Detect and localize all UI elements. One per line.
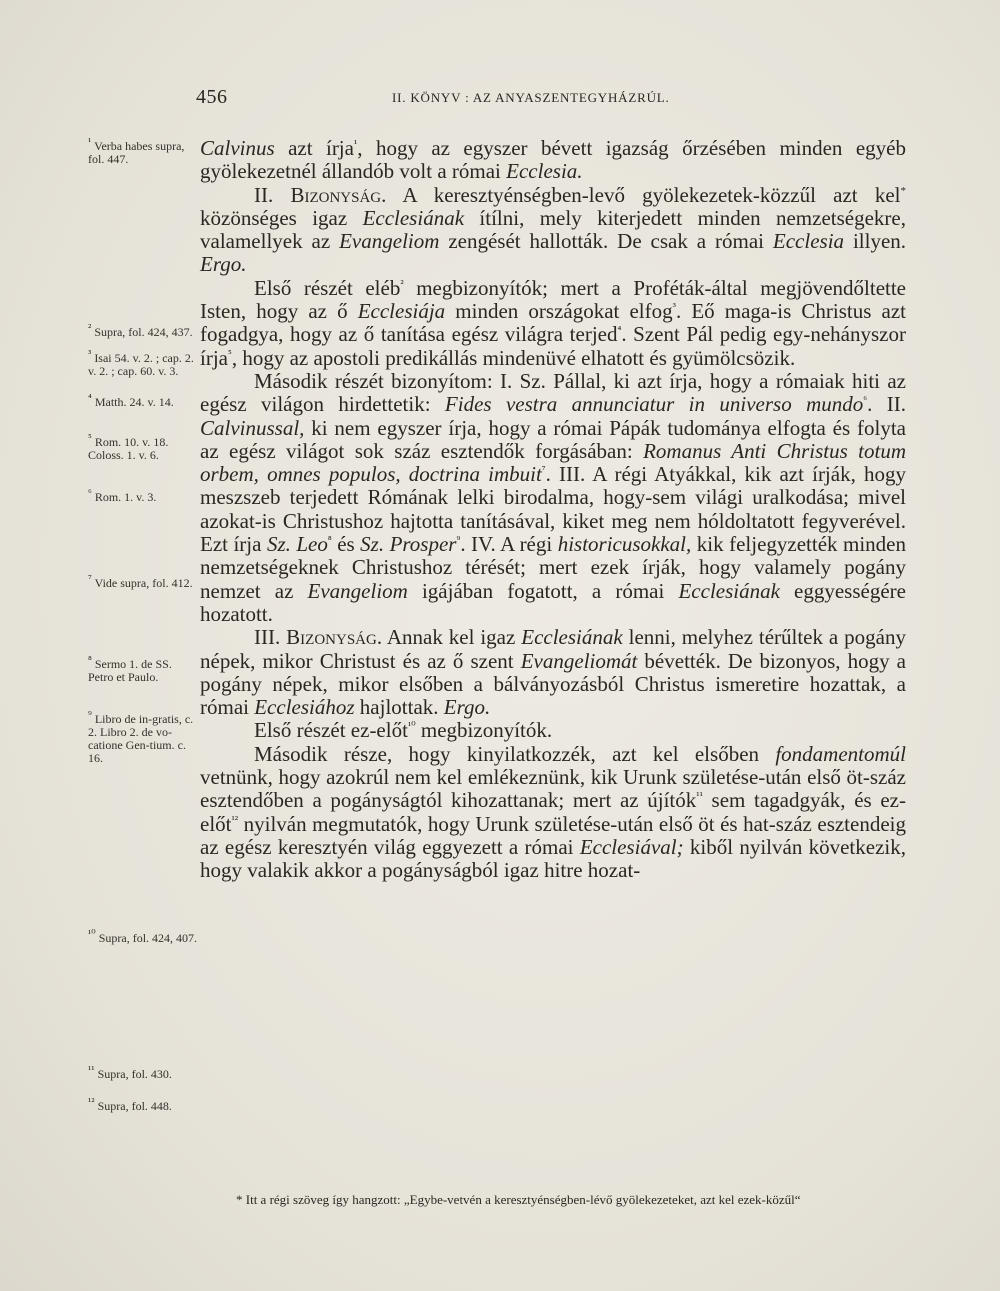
paragraph-3: Első részét eléb$^{^2}$ megbizonyítók; mert a Proféták-által megjövendőltette Isten, hogy az ő Ecclesiája minden országokat elfog$^{^3}$. Eő maga-is Christus azt fogadgya, hogy az ő tanítása egész világra terjed$^{^4}$. Szent Pál pedig egy-nehányszor írja$^{^5}$, hogy az apostoli predikállás mindenüvé elhatott és gyümölcsözik. (200, 275, 906, 370)
margin-note-11: $^{^{11}}$ Supra, fol. 430. (88, 1064, 172, 1081)
margin-note-12: $^{^{12}}$ Supra, fol. 448. (88, 1096, 172, 1113)
margin-note-6: $^{^6}$ Rom. 1. v. 3. (88, 487, 157, 504)
running-head: II. KÖNYV : AZ ANYASZENTEGYHÁZRÚL. (392, 90, 670, 105)
paragraph-2: II. Bizonyság. A keresztyénségben-levő gyölekezetek-közzűl azt kel* közönséges igaz Ecclesiának ítílni, mely kiterjedett minden nemzetségekre, valamellyek az Evangeliom zengését hallották. De csak a római Ecclesia illyen. Ergo. (200, 182, 907, 277)
page-number: 456 (196, 86, 228, 108)
footnote-text: * Itt a régi szöveg így hangzott: „Egybe-vetvén a keresztyénségben-lévő gyölekezeteket, azt kel ezek-közűl“ (236, 1192, 801, 1207)
margin-note-1: $^{^1}$ Verba habes supra, fol. 447. (88, 136, 185, 166)
margin-note-10: $^{^{10}}$ Supra, fol. 424, 407. (88, 928, 198, 945)
body-text (200, 137, 906, 883)
paragraph-4: Második részét bizonyítom: I. Sz. Pállal, ki azt írja, hogy a rómaiak hiti az egész világon hirdettetik: Fides vestra annunciatur in universo mundo$^{^6}$. II. Calvinussal, ki nem egyszer írja, hogy a római Pápák tudománya elfogta és folyta az egész világot sok száz esztendők forgásában: Romanus Anti Christus totum orbem, omnes populos, doctrina imbuit$^{^7}$. III. A régi Atyákkal, kik azt írják, hogy meszszeb terjedett Rómának lelki birodalma, hogy-sem világi uralkodása; mivel azokat-is Christushoz hajtotta tanításával, kiket meg nem hóldoltatott fegyverével. Ezt írja Sz. Leo$^{^8}$ és Sz. Prosper$^{^9}$. IV. A régi historicusokkal, kik feljegyzették minden nemzetségeknek Christushoz térését; mert ezek írják, hogy valamely pogány nemzet az Evangeliom igájában fogatott, a római Ecclesiának eggyességére hozatott. (200, 368, 907, 626)
margin-note-7: $^{^7}$ Vide supra, fol. 412. (88, 573, 193, 590)
footnote-marker: * (900, 184, 906, 197)
margin-note-3: $^{^3}$ Isai 54. v. 2. ; cap. 2. v. 2. ; cap. 60. v. 3. (88, 348, 194, 378)
margin-note-8: $^{^8}$ Sermo 1. de SS. Petro et Paulo. (88, 654, 172, 684)
margin-note-9: $^{^9}$ Libro de in-gratis, c. 2. Libro 2. de vo-catione Gen-tium. c. 16. (88, 709, 194, 765)
margin-note-5: $^{^5}$ Rom. 10. v. 18. Coloss. 1. v. 6. (88, 432, 169, 462)
paragraph-7: Második része, hogy kinyilatkozzék, azt kel elsőben fondamentomúl vetnünk, hogy azokrúl nem kel emlékeznünk, kik Urunk születése-után első öt-száz esztendőben a pogányságtól kihozattanak; mert az újítók$^{^{11}}$ sem tagadgyák, és ez-előt$^{^{12}}$ nyilván megmutatók, hogy Urunk születése-után első öt és hat-száz esztendeig az egész keresztyén világ eggyezett a római Ecclesiával; kiből nyilván következik, hogy valakik akkor a pogányságból igaz hitre hozat- (200, 741, 906, 883)
paragraph-1: Calvinus azt írja$^{^1}$, hogy az egyszer bévett igazság őrzésében minden egyéb gyölekezetnél állandób volt a római Ecclesia. (200, 136, 906, 184)
margin-note-4: $^{^4}$ Matth. 24. v. 14. (88, 392, 174, 409)
page-header (196, 86, 906, 116)
footnote (200, 1192, 906, 1208)
paragraph-5: III. Bizonyság. Annak kel igaz Ecclesiának lenni, melyhez térűltek a pogány népek, mikor Christust és az ő szent Evangeliomát bévették. De bizonyos, hogy a pogány népek, mikor elsőben a bálványozásból Christus ismeretire hozattak, a római Ecclesiához hajlottak. Ergo. (200, 625, 906, 720)
paragraph-6: Első részét ez-előt$^{^{10}}$ megbizonyítók. (254, 718, 553, 743)
margin-note-2: $^{^2}$ Supra, fol. 424, 437. (88, 322, 193, 339)
